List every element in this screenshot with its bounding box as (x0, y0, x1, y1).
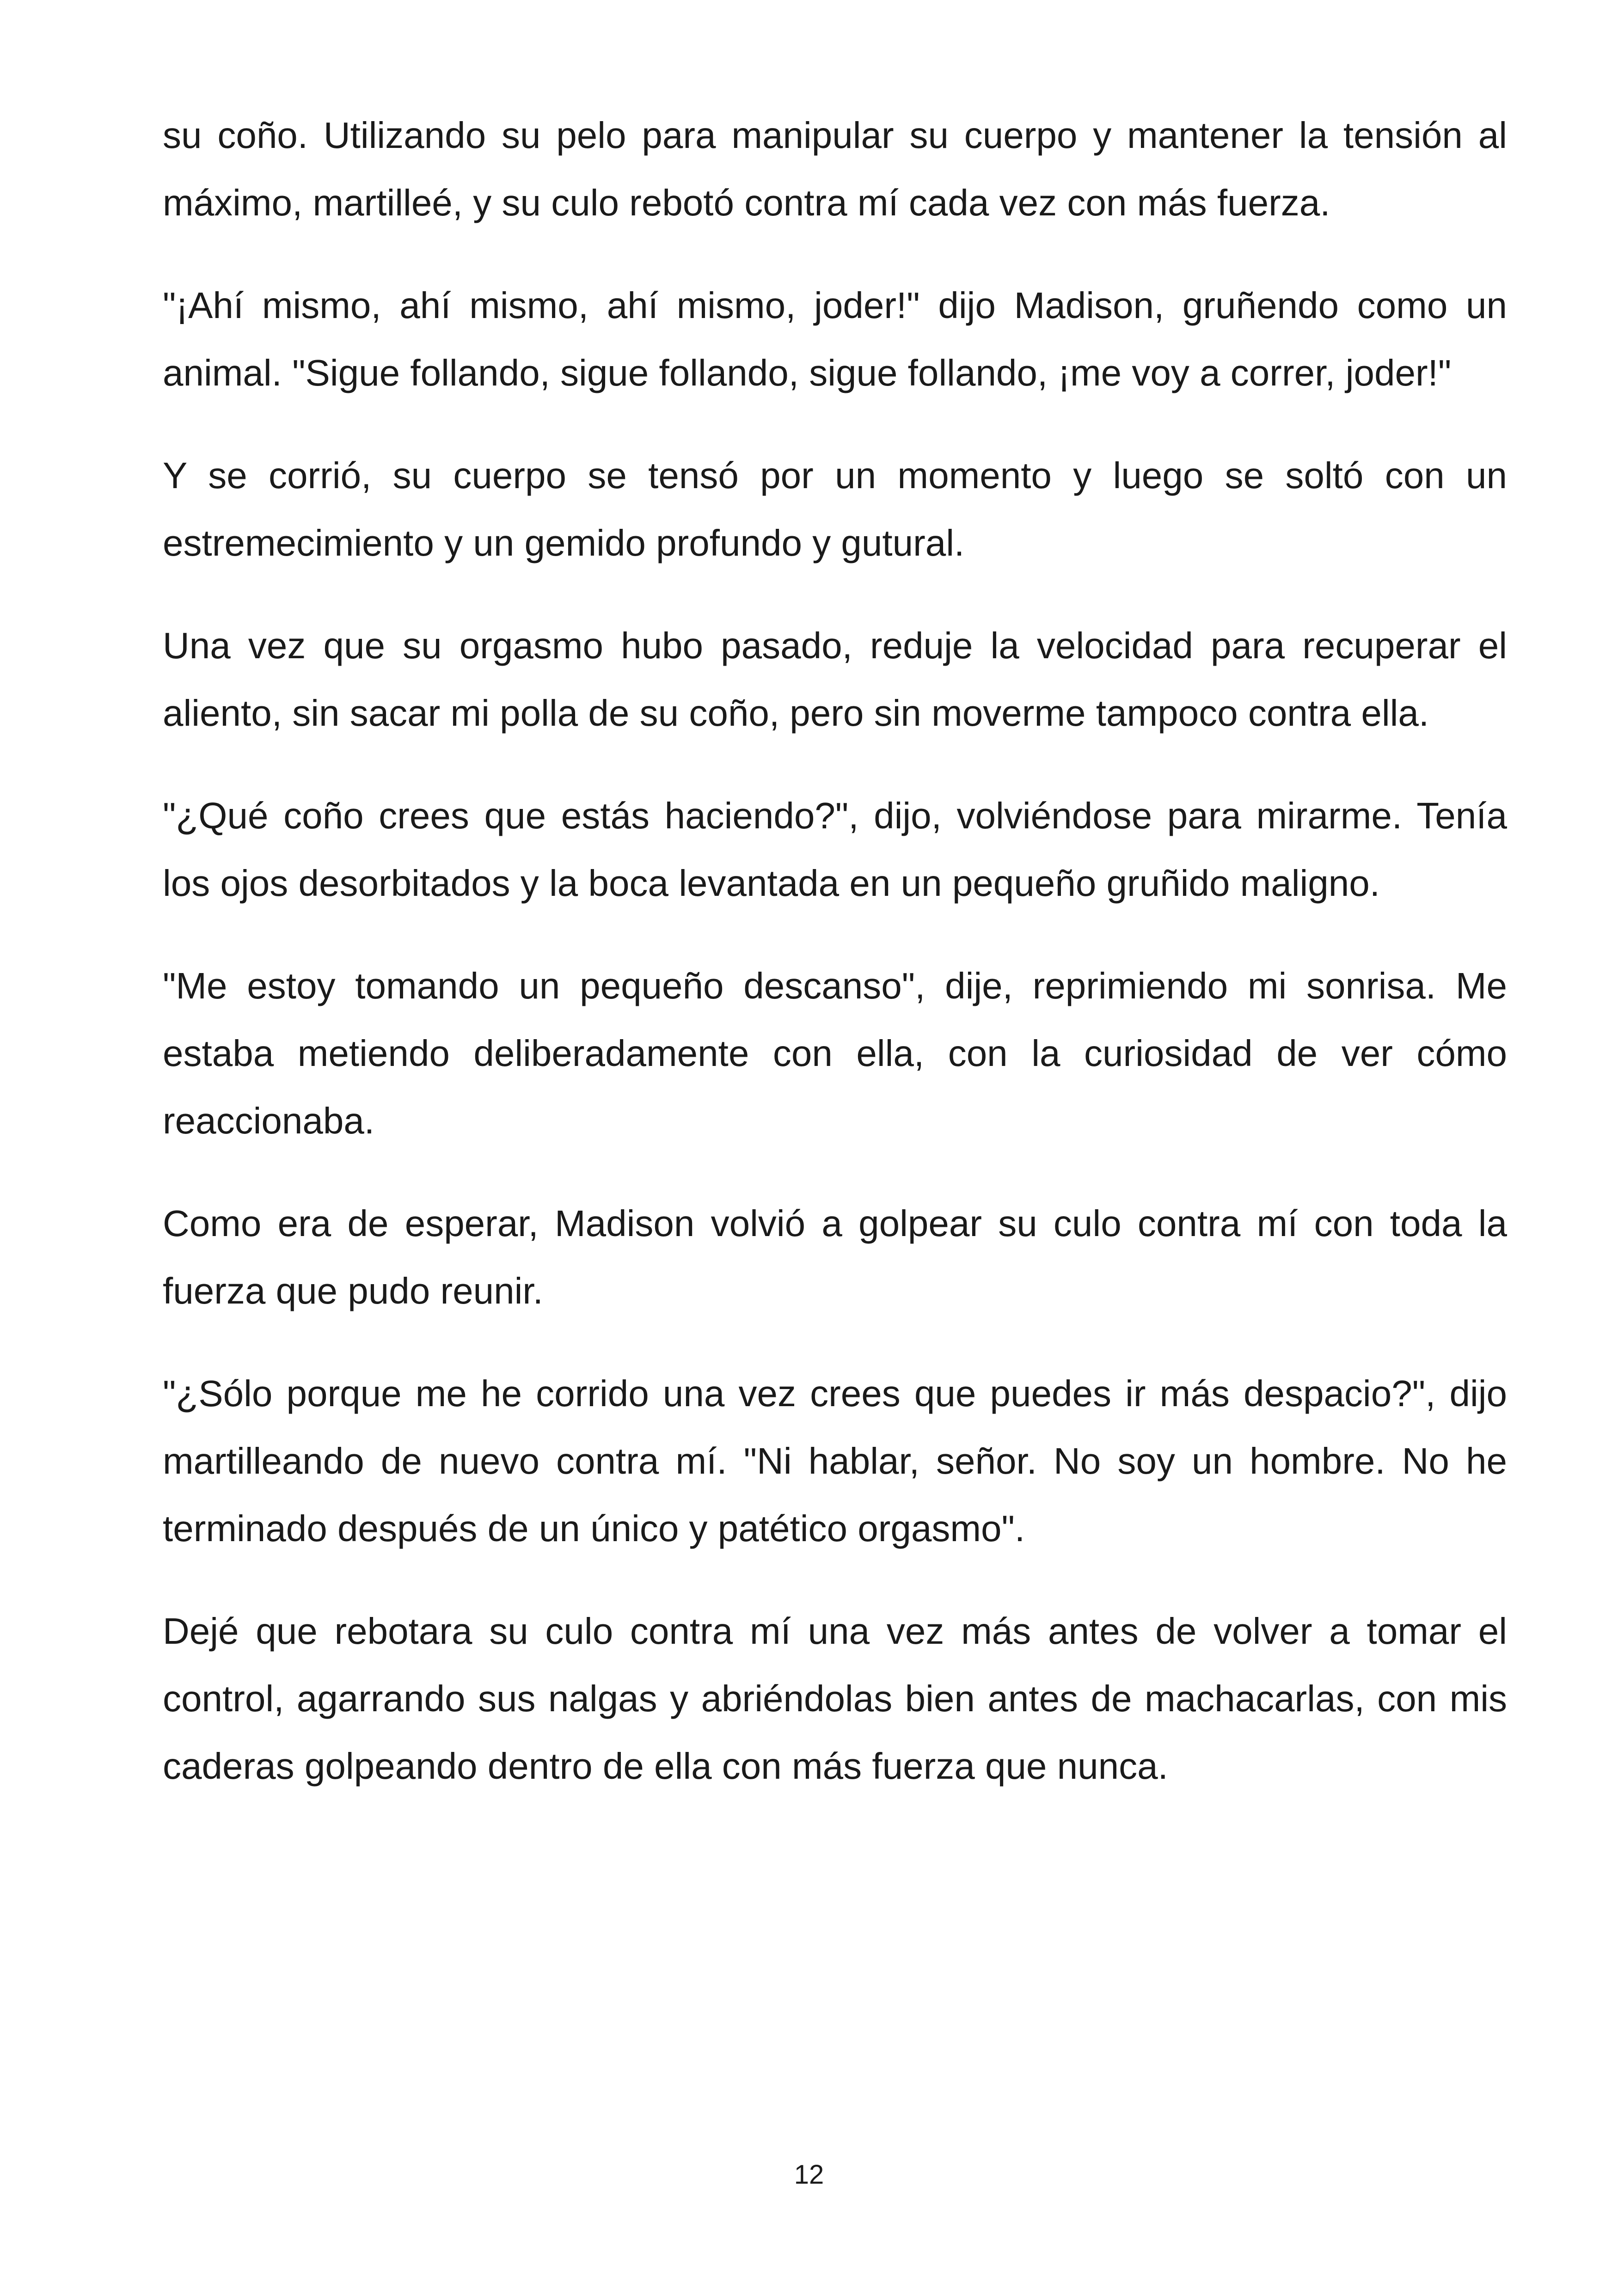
page-number: 12 (794, 2160, 824, 2190)
paragraph: Como era de esperar, Madison volvió a golpear su culo contra mí con toda la fuerza que pudo reunir. (163, 1203, 1507, 1311)
paragraph: "¿Qué coño crees que estás haciendo?", dijo, volviéndose para mirarme. Tenía los ojos desorbitados y la boca levantada en un pequeño gruñido maligno. (163, 795, 1507, 904)
body-text (163, 102, 1507, 1835)
paragraph: "¡Ahí mismo, ahí mismo, ahí mismo, joder!" dijo Madison, gruñendo como un animal. "Sigue follando, sigue follando, sigue follando, ¡me voy a correr, joder!" (163, 285, 1507, 393)
paragraph: Dejé que rebotara su culo contra mí una vez más antes de volver a tomar el control, agarrando sus nalgas y abriéndolas bien antes de machacarlas, con mis caderas golpeando dentro de ella con más fuerza que nunca. (163, 1610, 1507, 1787)
paragraph: su coño. Utilizando su pelo para manipular su cuerpo y mantener la tensión al máximo, martilleé, y su culo rebotó contra mí cada vez con más fuerza. (163, 115, 1507, 223)
paragraph: Una vez que su orgasmo hubo pasado, reduje la velocidad para recuperar el aliento, sin sacar mi polla de su coño, pero sin moverme tampoco contra ella. (163, 625, 1507, 734)
paragraph: Y se corrió, su cuerpo se tensó por un momento y luego se soltó con un estremecimiento y un gemido profundo y gutural. (163, 455, 1507, 563)
paragraph: "¿Sólo porque me he corrido una vez crees que puedes ir más despacio?", dijo martilleando de nuevo contra mí. "Ni hablar, señor. No soy un hombre. No he terminado después de un único y patético orgasmo". (163, 1373, 1507, 1549)
paragraph: "Me estoy tomando un pequeño descanso", dije, reprimiendo mi sonrisa. Me estaba metiendo deliberadamente con ella, con la curiosidad de ver cómo reaccionaba. (163, 965, 1507, 1141)
